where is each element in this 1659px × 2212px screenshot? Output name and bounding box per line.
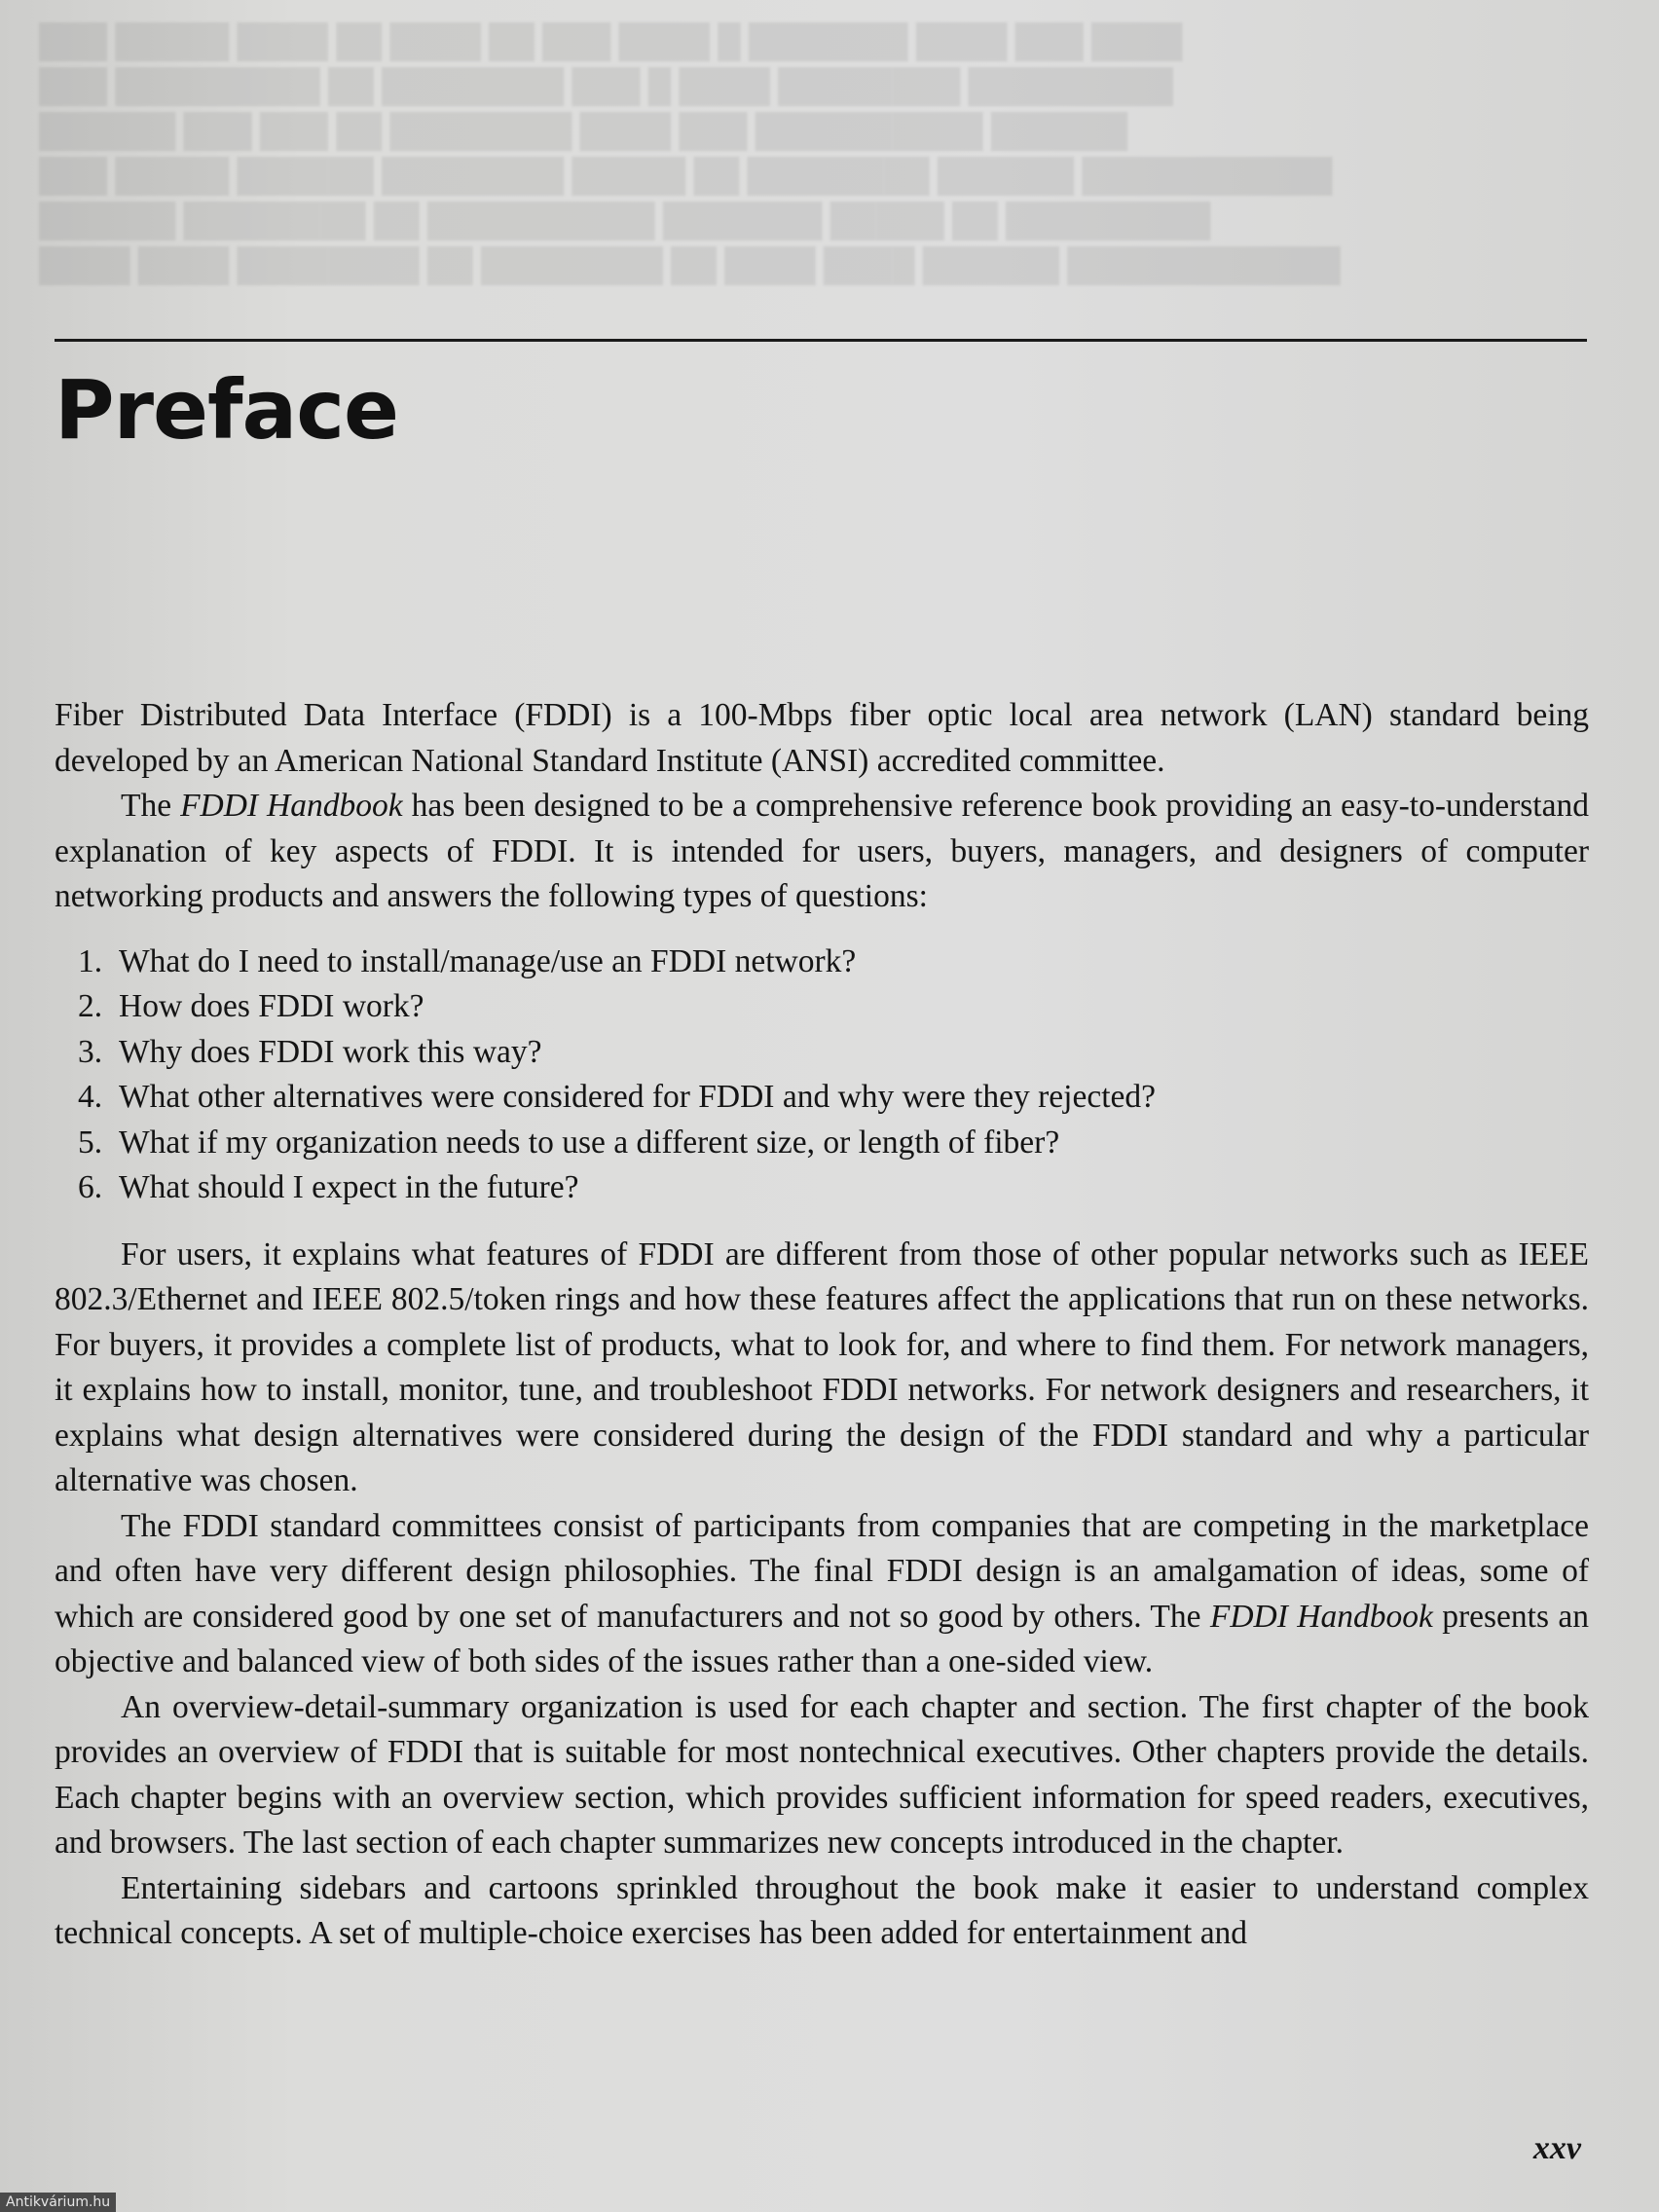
show-through-text: ████ ████ ████████ ██ ████████ ██ ████ ████ ██████ ████████████ ██████ ████████ ██ ██████████ ███████ █████ ██ █████████ ███ █████ ██████ ████████ █████ ██ ████████ ██████ ███████████ ██████ ███ ███ ██ ████████ ████ ███ ██████████ ██████ ███ █████████ ██ ████████ ███ █ ████ ████████ █████████ ███ █████ ████ ██ ████ ██ ███ ████ █ ███████ ████ ███ ████ — [39, 24, 1341, 283]
list-item — [78, 1075, 1589, 1121]
paragraph-organization: An overview-detail-summary organization is used for each chapter and section. The first chapter of the book provides an overview of FDDI that is suitable for most nontechnical executives. Other chapters provide the details. Each chapter begins with an overview section, which provides sufficient information for speed readers, executives, and browsers. The last section of each chapter summarizes new concepts introduced in the chapter. — [55, 1688, 1589, 1861]
list-text: What other alternatives were considered for FDDI and why were they rejected? — [119, 1079, 1157, 1115]
book-title-italic: FDDI Handbook — [1209, 1598, 1433, 1635]
list-text: How does FDDI work? — [119, 988, 424, 1024]
questions-list — [78, 940, 1589, 1211]
text-run: presents an objective and balanced view of both sides of the issues rather than a one-sided view. — [55, 1598, 1589, 1679]
page-title: Preface — [55, 362, 398, 458]
list-text: What if my organization needs to use a different size, or length of fiber? — [119, 1124, 1060, 1161]
list-item — [78, 1165, 1589, 1211]
paragraph-handbook-purpose — [55, 784, 1589, 920]
heading-rule — [55, 339, 1587, 342]
paragraph-committees — [55, 1504, 1589, 1685]
list-text: What should I expect in the future? — [119, 1169, 579, 1205]
list-text: What do I need to install/manage/use an FDDI network? — [119, 942, 857, 979]
list-number: 5. — [78, 1124, 103, 1161]
book-title-italic: FDDI Handbook — [180, 788, 403, 824]
list-number: 6. — [78, 1169, 103, 1205]
list-number: 1. — [78, 942, 103, 979]
watermark: Antikvárium.hu — [0, 2193, 116, 2212]
list-text: Why does FDDI work this way? — [119, 1033, 542, 1070]
list-item — [78, 984, 1589, 1030]
paragraph-fddi-intro: Fiber Distributed Data Interface (FDDI) is a 100-Mbps fiber optic local area network (LAN) standard being developed by an American National Standard Institute (ANSI) accredited committee. — [55, 697, 1589, 779]
list-item — [78, 1030, 1589, 1076]
list-item — [78, 1121, 1589, 1166]
paragraph-sidebars: Entertaining sidebars and cartoons sprinkled throughout the book make it easier to understand complex technical concepts. A set of multiple-choice exercises has been added for entertainment and — [55, 1869, 1589, 1951]
list-number: 3. — [78, 1033, 103, 1070]
paragraph-audiences: For users, it explains what features of FDDI are different from those of other popular networks such as IEEE 802.3/Ethernet and IEEE 802.5/token rings and how these features affect the applications that run on these networks. For buyers, it provides a complete list of products, what to look for, and where to find them. For network managers, it explains how to install, monitor, tune, and troubleshoot FDDI networks. For network designers and researchers, it explains what design alternatives were considered during the design of the FDDI standard and why a particular alternative was chosen. — [55, 1235, 1589, 1498]
text-run: The — [121, 788, 181, 824]
page-number: xxv — [1532, 2130, 1581, 2166]
text-run: The FDDI standard committees consist of participants from companies that are competing in the marketplace and often have very different design philosophies. The final FDDI design is an amalgamation of ideas, some of which are considered good by one set of manufacturers and not so good by others. The — [55, 1507, 1589, 1635]
text-run: has been designed to be a comprehensive reference book providing an easy-to-understand explanation of key aspects of FDDI. It is intended for users, buyers, managers, and designers of computer networking products and answers the following types of questions: — [55, 788, 1589, 914]
list-item — [78, 940, 1589, 985]
list-number: 2. — [78, 988, 103, 1024]
list-number: 4. — [78, 1079, 103, 1115]
preface-body — [55, 693, 1589, 1957]
